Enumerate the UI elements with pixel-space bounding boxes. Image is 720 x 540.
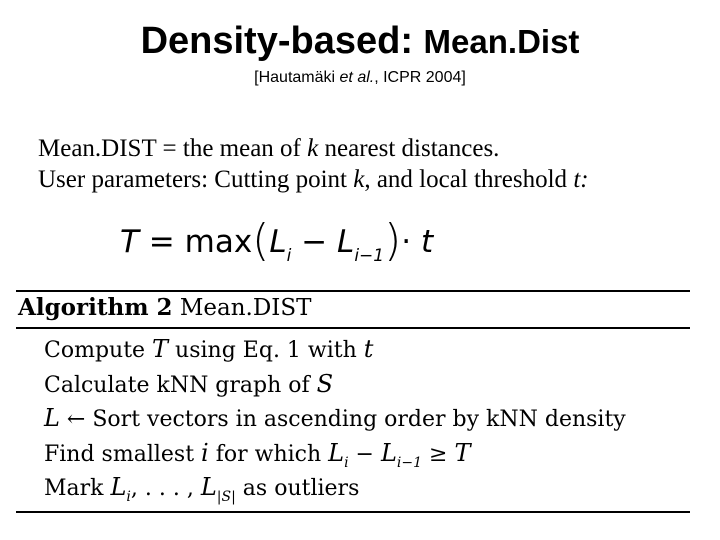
algorithm-name: Mean.DIST: [172, 295, 312, 321]
step-text: as outliers: [235, 476, 360, 501]
algorithm-header: [18, 292, 312, 324]
step-var: L: [44, 404, 60, 432]
algorithm-steps: [44, 332, 626, 505]
desc-text: Mean.DIST = the mean of: [38, 135, 308, 162]
step-var: L: [328, 438, 345, 467]
citation-prefix: [Hautamäki: [254, 69, 340, 86]
desc-var-k: k: [307, 135, 319, 162]
algorithm-step-3: [44, 401, 626, 436]
step-var: S: [316, 369, 334, 398]
desc-text: nearest distances.: [318, 135, 500, 162]
formula-L: L: [337, 224, 355, 260]
algorithm-header-rule: [16, 327, 690, 329]
algorithm-bottom-rule: [16, 511, 690, 513]
title-part-2: Mean.Dist: [423, 23, 580, 60]
desc-text: , and local threshold: [364, 166, 574, 193]
formula-max: = max: [138, 224, 253, 260]
description-line-1: [38, 133, 589, 164]
step-text: Find smallest: [44, 441, 202, 467]
formula-t: t: [421, 224, 434, 260]
step-sub: i: [344, 454, 349, 471]
description: [38, 133, 589, 195]
slide-title: [0, 18, 720, 65]
step-text: , . . . ,: [130, 476, 201, 501]
step-op: −: [348, 441, 381, 467]
step-var: L: [110, 473, 127, 501]
formula-T: T: [120, 224, 139, 260]
formula-L: L: [269, 224, 287, 260]
step-text: ← Sort vectors in ascending order by kNN density: [59, 407, 626, 432]
step-var: L: [380, 438, 397, 467]
algorithm-step-5: [44, 470, 626, 505]
step-sub: i−1: [396, 454, 423, 471]
step-text: Calculate kNN graph of: [44, 372, 317, 398]
step-var: L: [200, 473, 217, 501]
right-paren: ): [384, 215, 402, 266]
desc-var-k: k: [353, 166, 365, 193]
step-text: Compute: [44, 338, 153, 363]
left-paren: (: [252, 215, 270, 266]
formula-sub-i: i: [286, 246, 292, 266]
title-part-1: Density-based:: [140, 20, 424, 62]
step-text: Mark: [44, 476, 111, 501]
algorithm-step-1: [44, 332, 626, 367]
desc-text: User parameters: Cutting point: [38, 166, 354, 193]
step-var: t: [363, 335, 374, 363]
step-text: using Eq. 1 with: [168, 338, 364, 363]
algorithm-step-4: [44, 436, 626, 471]
citation-suffix: , ICPR 2004]: [374, 69, 466, 86]
algorithm-label: Algorithm 2: [18, 294, 173, 321]
threshold-formula: [120, 212, 433, 273]
step-text: for which: [208, 441, 329, 467]
formula-sub-i-1: i−1: [354, 246, 385, 266]
desc-var-t: t:: [573, 166, 589, 193]
citation: [0, 68, 720, 88]
algorithm-step-2: [44, 367, 626, 402]
step-sub: |S|: [216, 489, 236, 505]
step-var: T: [454, 438, 471, 467]
description-line-2: [38, 164, 589, 195]
formula-times: ·: [401, 224, 412, 260]
step-var: i: [201, 438, 209, 467]
step-var: T: [152, 335, 169, 363]
formula-minus: −: [291, 224, 338, 260]
step-op: ≥: [422, 441, 455, 467]
citation-etal: et al.: [339, 69, 375, 86]
step-sub: i: [126, 489, 131, 505]
